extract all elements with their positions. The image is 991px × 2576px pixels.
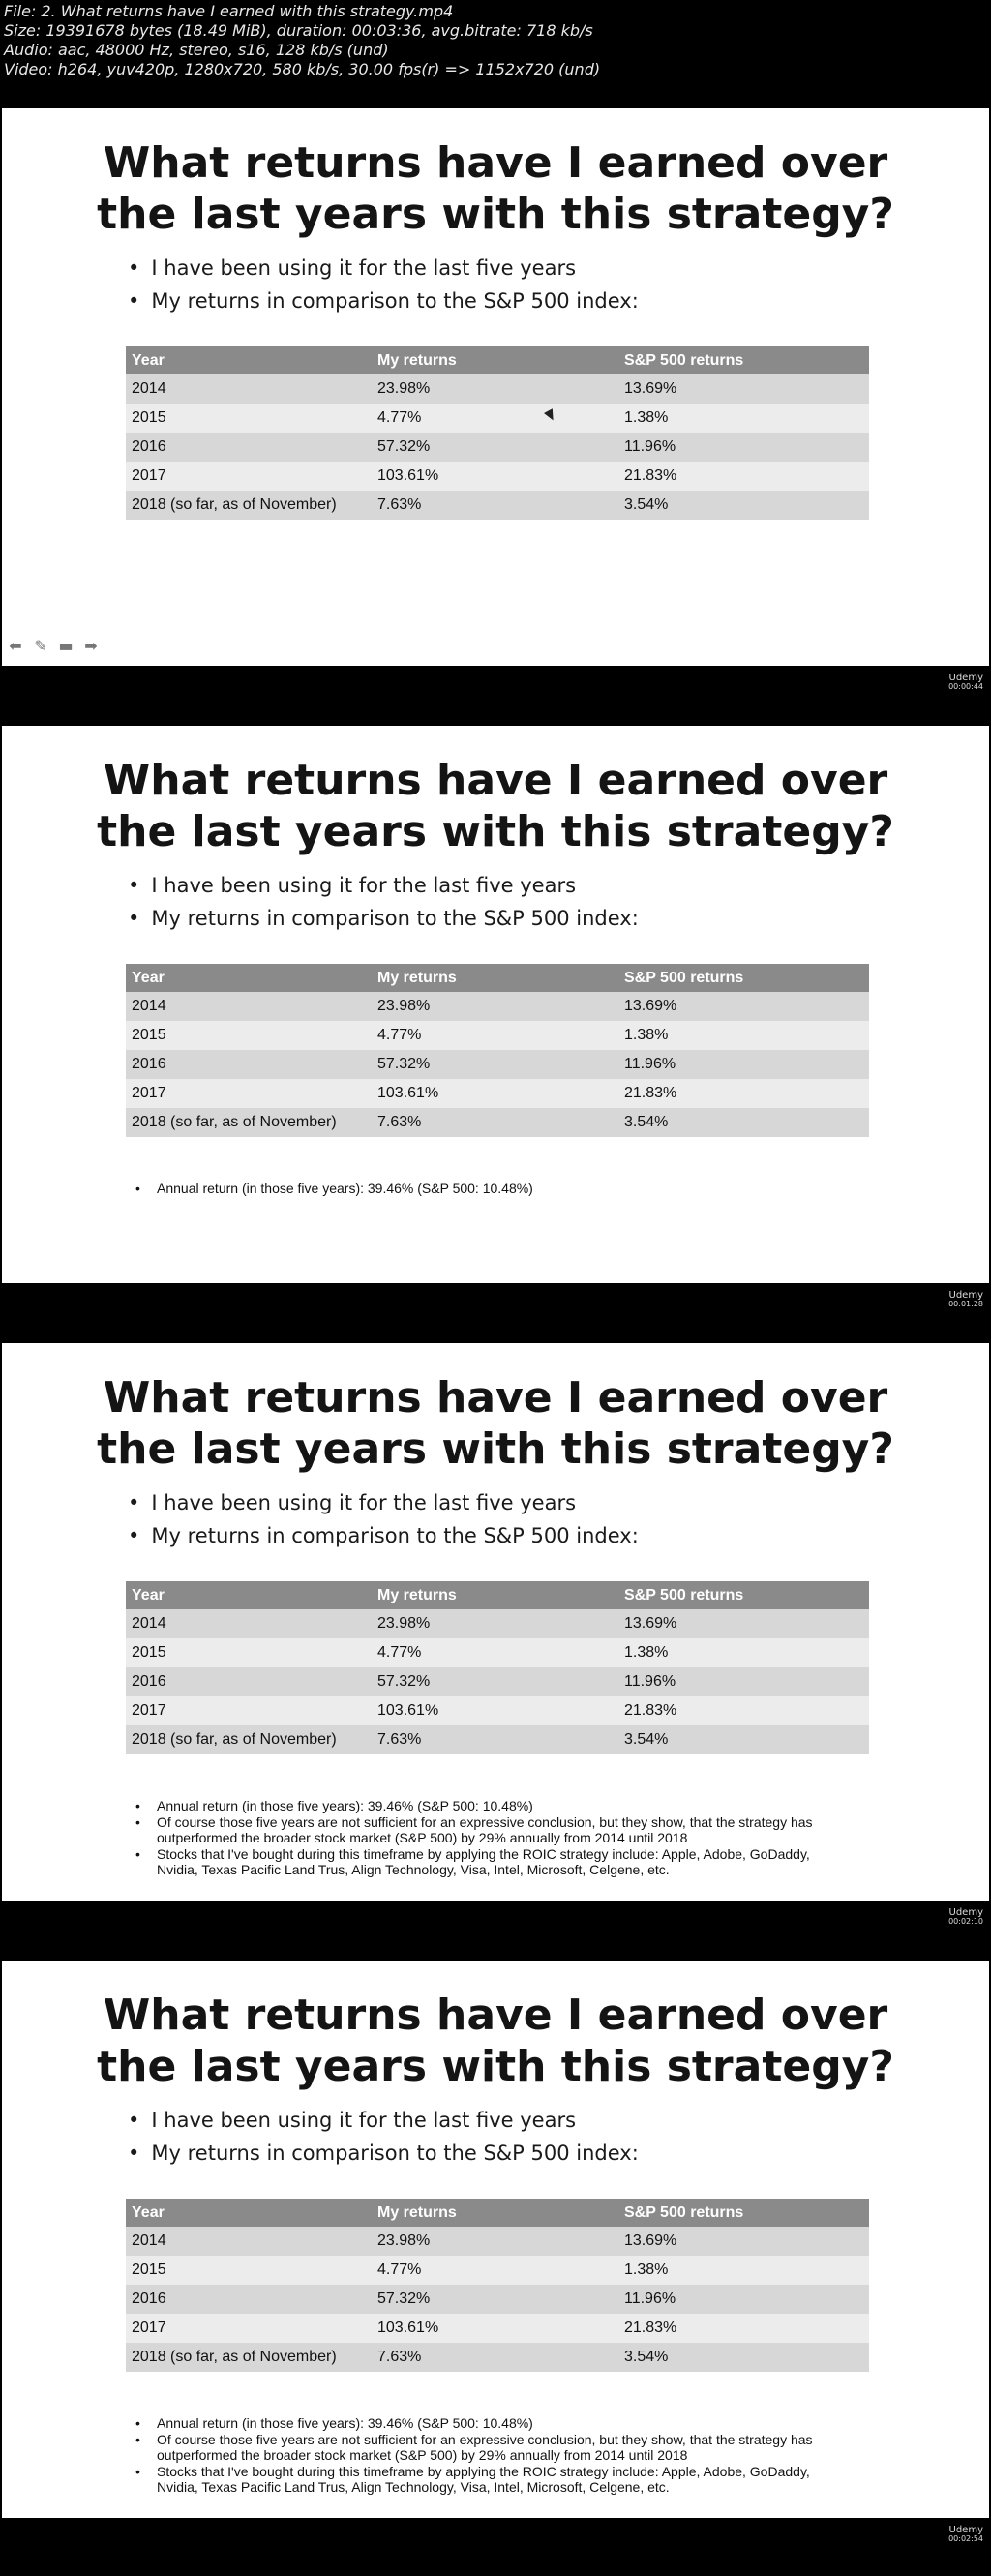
table-cell: 2016 — [126, 433, 372, 462]
table-cell: 2014 — [126, 992, 372, 1021]
table-row — [126, 1079, 869, 1108]
file-line: File: 2. What returns have I earned with this strategy.mp4 — [4, 2, 454, 20]
arrow-left-icon[interactable]: ⬅ — [9, 637, 22, 655]
title-line: What returns have I earned over — [103, 138, 888, 188]
table-row — [126, 992, 869, 1021]
slide — [2, 726, 989, 1283]
column-header: My returns — [372, 2199, 618, 2227]
table-cell: 7.63% — [372, 1725, 618, 1754]
table-cell: 13.69% — [618, 992, 869, 1021]
table-cell: 3.54% — [618, 1725, 869, 1754]
column-header: Year — [126, 964, 372, 992]
udemy-logo — [948, 1908, 983, 1926]
table-cell: 23.98% — [372, 1609, 618, 1638]
title-line: the last years with this strategy? — [97, 2042, 894, 2091]
column-header: My returns — [372, 346, 618, 374]
video-frame — [0, 726, 991, 1341]
video-line: Video: h264, yuv420p, 1280x720, 580 kb/s, 30.00 fps(r) => 1152x720 (und) — [4, 60, 601, 78]
table-cell: 2016 — [126, 1050, 372, 1079]
logo-text: Udemy — [948, 1290, 983, 1301]
table-cell: 4.77% — [372, 1021, 618, 1050]
column-header: Year — [126, 2199, 372, 2227]
table-row — [126, 1609, 869, 1638]
bullet-item: • I have been using it for the last five years — [128, 1486, 639, 1519]
udemy-logo — [948, 1291, 983, 1308]
logo-text: Udemy — [948, 1907, 983, 1918]
table-cell: 3.54% — [618, 2343, 869, 2372]
table-cell: 2015 — [126, 2256, 372, 2285]
note-item: • Annual return (in those five years): 39.46% (S&P 500: 10.48%) — [135, 1798, 852, 1813]
table-row — [126, 2285, 869, 2314]
table-row — [126, 374, 869, 404]
table-cell: 21.83% — [618, 462, 869, 491]
table-header-row — [126, 2199, 869, 2227]
timestamp: 00:02:54 — [948, 2534, 983, 2543]
bullet-list — [128, 1486, 639, 1552]
slide — [2, 108, 989, 666]
column-header: S&P 500 returns — [618, 2199, 869, 2227]
video-info-header — [0, 0, 991, 108]
udemy-logo — [948, 674, 983, 691]
title-line: the last years with this strategy? — [97, 1424, 894, 1474]
bullet-list — [128, 252, 639, 317]
column-header: My returns — [372, 1581, 618, 1609]
timestamp: 00:00:44 — [948, 682, 983, 691]
title-line: What returns have I earned over — [103, 1373, 888, 1423]
video-frame — [0, 108, 991, 724]
table-cell: 103.61% — [372, 1079, 618, 1108]
video-frame — [0, 1343, 991, 1959]
table-cell: 11.96% — [618, 1667, 869, 1696]
bullet-item: • I have been using it for the last five years — [128, 252, 639, 285]
table-row — [126, 2343, 869, 2372]
table-cell: 23.98% — [372, 992, 618, 1021]
table-cell: 3.54% — [618, 491, 869, 520]
table-cell: 2014 — [126, 1609, 372, 1638]
table-row — [126, 1638, 869, 1667]
udemy-logo — [948, 2526, 983, 2543]
table-cell: 4.77% — [372, 2256, 618, 2285]
table-row — [126, 1108, 869, 1137]
table-row — [126, 1050, 869, 1079]
table-cell: 13.69% — [618, 374, 869, 404]
slide-title — [2, 1372, 989, 1475]
table-cell: 1.38% — [618, 1021, 869, 1050]
slides-icon[interactable]: ▬ — [58, 637, 74, 655]
table-cell: 103.61% — [372, 462, 618, 491]
table-row — [126, 1021, 869, 1050]
column-header: My returns — [372, 964, 618, 992]
table-row — [126, 491, 869, 520]
slide-title — [2, 137, 989, 240]
table-row — [126, 2256, 869, 2285]
table-cell: 11.96% — [618, 2285, 869, 2314]
table-cell: 57.32% — [372, 2285, 618, 2314]
table-cell: 2014 — [126, 2227, 372, 2256]
table-cell: 103.61% — [372, 1696, 618, 1725]
note-item: • Stocks that I've bought during this timeframe by applying the ROIC strategy include: Apple, Adobe, GoDaddy, Nvidia, Texas Pacific Land Trus, Align Technology, Visa, Intel, Microsoft, Celgene, etc. — [135, 2464, 852, 2495]
table-cell: 2014 — [126, 374, 372, 404]
table-cell: 57.32% — [372, 433, 618, 462]
logo-text: Udemy — [948, 673, 983, 683]
returns-table — [126, 2199, 869, 2372]
table-cell: 2016 — [126, 2285, 372, 2314]
video-frame — [0, 1961, 991, 2576]
notes-list — [135, 1798, 852, 1878]
table-cell: 23.98% — [372, 374, 618, 404]
pen-icon[interactable]: ✎ — [34, 637, 47, 655]
table-row — [126, 1696, 869, 1725]
column-header: Year — [126, 346, 372, 374]
slide-title — [2, 1990, 989, 2092]
slide-toolbar — [6, 637, 101, 656]
table-cell: 57.32% — [372, 1050, 618, 1079]
table-cell: 4.77% — [372, 1638, 618, 1667]
table-row — [126, 433, 869, 462]
table-cell: 7.63% — [372, 2343, 618, 2372]
bullet-item: • I have been using it for the last five years — [128, 869, 639, 902]
column-header: S&P 500 returns — [618, 964, 869, 992]
notes-list — [135, 1181, 852, 1197]
title-line: the last years with this strategy? — [97, 807, 894, 856]
table-cell: 103.61% — [372, 2314, 618, 2343]
size-line: Size: 19391678 bytes (18.49 MiB), duration: 00:03:36, avg.bitrate: 718 kb/s — [4, 21, 593, 40]
table-header-row — [126, 964, 869, 992]
table-cell: 13.69% — [618, 1609, 869, 1638]
table-cell: 2018 (so far, as of November) — [126, 491, 372, 520]
table-header-row — [126, 1581, 869, 1609]
table-cell: 23.98% — [372, 2227, 618, 2256]
slide — [2, 1343, 989, 1901]
table-cell: 2017 — [126, 1696, 372, 1725]
timestamp: 00:01:28 — [948, 1300, 983, 1308]
table-cell: 21.83% — [618, 1696, 869, 1725]
bullet-list — [128, 2104, 639, 2170]
audio-line: Audio: aac, 48000 Hz, stereo, s16, 128 kb/s (und) — [4, 41, 389, 59]
table-row — [126, 1667, 869, 1696]
table-cell: 7.63% — [372, 491, 618, 520]
table-cell: 2017 — [126, 462, 372, 491]
bullet-item: • My returns in comparison to the S&P 500 index: — [128, 2137, 639, 2170]
table-row — [126, 404, 869, 433]
column-header: Year — [126, 1581, 372, 1609]
title-line: the last years with this strategy? — [97, 190, 894, 239]
column-header: S&P 500 returns — [618, 1581, 869, 1609]
table-cell: 11.96% — [618, 433, 869, 462]
table-cell: 2015 — [126, 404, 372, 433]
table-cell: 2018 (so far, as of November) — [126, 1725, 372, 1754]
table-row — [126, 462, 869, 491]
note-item: • Of course those five years are not sufficient for an expressive conclusion, but they show, that the strategy has outperformed the broader stock market (S&P 500) by 29% annually from 2014 until 2018 — [135, 1814, 852, 1845]
table-cell: 3.54% — [618, 1108, 869, 1137]
arrow-right-icon[interactable]: ➡ — [84, 637, 98, 655]
table-cell: 7.63% — [372, 1108, 618, 1137]
column-header: S&P 500 returns — [618, 346, 869, 374]
table-cell: 1.38% — [618, 404, 869, 433]
bullet-item: • My returns in comparison to the S&P 500 index: — [128, 902, 639, 935]
bullet-item: • My returns in comparison to the S&P 500 index: — [128, 285, 639, 317]
bullet-item: • I have been using it for the last five years — [128, 2104, 639, 2137]
logo-text: Udemy — [948, 2525, 983, 2535]
title-line: What returns have I earned over — [103, 756, 888, 805]
table-header-row — [126, 346, 869, 374]
note-item: • Stocks that I've bought during this timeframe by applying the ROIC strategy include: Apple, Adobe, GoDaddy, Nvidia, Texas Pacific Land Trus, Align Technology, Visa, Intel, Microsoft, Celgene, etc. — [135, 1846, 852, 1877]
table-cell: 2015 — [126, 1021, 372, 1050]
bullet-list — [128, 869, 639, 935]
table-cell: 2015 — [126, 1638, 372, 1667]
bullet-item: • My returns in comparison to the S&P 500 index: — [128, 1519, 639, 1552]
table-cell: 1.38% — [618, 1638, 869, 1667]
table-cell: 2017 — [126, 2314, 372, 2343]
returns-table — [126, 964, 869, 1137]
notes-list — [135, 2415, 852, 2496]
note-item: • Annual return (in those five years): 39.46% (S&P 500: 10.48%) — [135, 1181, 852, 1196]
note-item: • Of course those five years are not sufficient for an expressive conclusion, but they show, that the strategy has outperformed the broader stock market (S&P 500) by 29% annually from 2014 until 2018 — [135, 2432, 852, 2463]
table-row — [126, 2227, 869, 2256]
table-cell: 21.83% — [618, 2314, 869, 2343]
note-item: • Annual return (in those five years): 39.46% (S&P 500: 10.48%) — [135, 2415, 852, 2431]
slide-title — [2, 755, 989, 857]
slide — [2, 1961, 989, 2518]
table-cell: 1.38% — [618, 2256, 869, 2285]
table-cell: 11.96% — [618, 1050, 869, 1079]
table-cell: 4.77% — [372, 404, 618, 433]
table-row — [126, 2314, 869, 2343]
table-cell: 2018 (so far, as of November) — [126, 1108, 372, 1137]
table-cell: 2017 — [126, 1079, 372, 1108]
table-cell: 13.69% — [618, 2227, 869, 2256]
returns-table — [126, 1581, 869, 1754]
table-cell: 57.32% — [372, 1667, 618, 1696]
table-row — [126, 1725, 869, 1754]
title-line: What returns have I earned over — [103, 1991, 888, 2040]
returns-table — [126, 346, 869, 520]
timestamp: 00:02:10 — [948, 1917, 983, 1926]
table-cell: 21.83% — [618, 1079, 869, 1108]
table-cell: 2018 (so far, as of November) — [126, 2343, 372, 2372]
table-cell: 2016 — [126, 1667, 372, 1696]
